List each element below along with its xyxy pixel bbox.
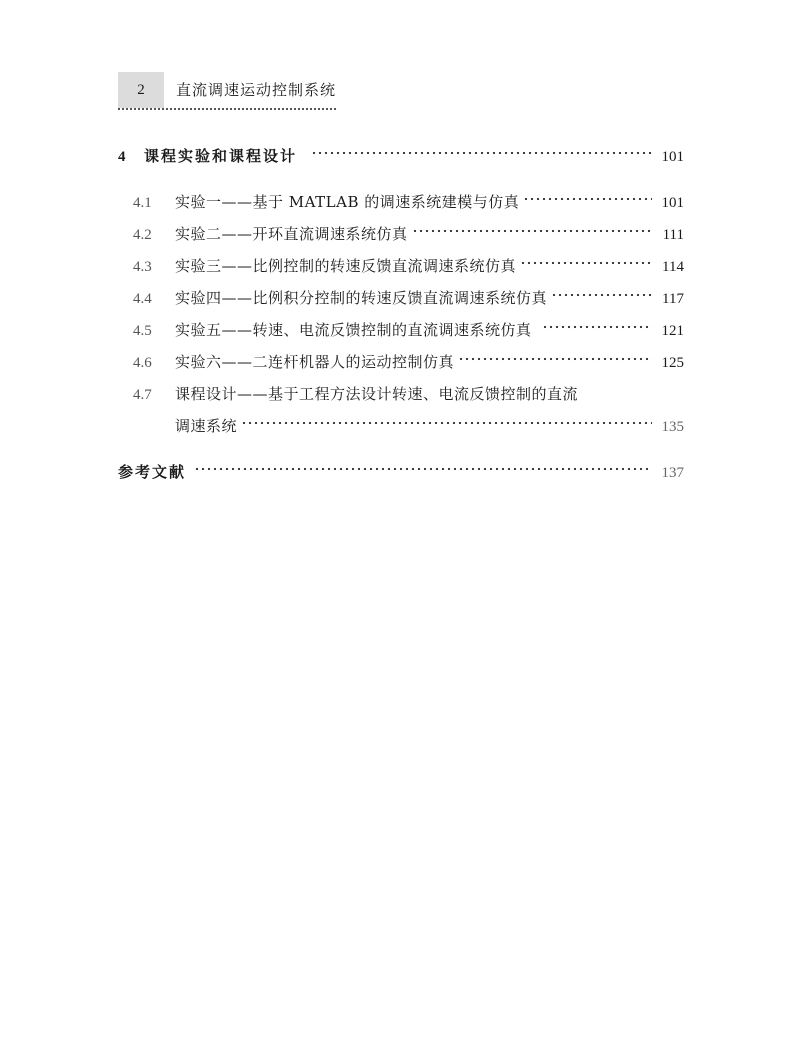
references-title: 参考文献: [118, 463, 187, 481]
section-page: 111: [662, 227, 684, 243]
chapter-title: 课程实验和课程设计: [144, 147, 298, 165]
section-title: 实验五——转速、电流反馈控制的直流调速系统仿真: [175, 321, 532, 339]
section-page: 135: [661, 419, 684, 435]
references-page: 137: [661, 465, 684, 481]
toc-section-4-4[interactable]: [133, 286, 684, 310]
section-title: 实验一——基于 MATLAB 的调速系统建模与仿真: [175, 193, 520, 211]
chapter-number: 4: [118, 149, 126, 165]
section-page: 121: [661, 323, 684, 339]
page-number: 2: [118, 72, 164, 108]
dot-leader: [311, 151, 652, 155]
section-number: 4.4: [133, 291, 152, 307]
dot-leader: [241, 421, 652, 425]
toc-section-4-2[interactable]: [133, 222, 684, 246]
section-number: 4.1: [133, 195, 152, 211]
dot-leader: [412, 229, 652, 233]
dot-leader: [520, 261, 652, 265]
toc-references[interactable]: [118, 460, 684, 484]
section-title-line-2: 调速系统: [175, 417, 238, 435]
dot-leader: [542, 325, 652, 329]
section-title: 实验四——比例积分控制的转速反馈直流调速系统仿真: [175, 289, 548, 307]
section-number: 4.2: [133, 227, 152, 243]
section-page: 101: [661, 195, 684, 211]
toc-section-4-7-continued[interactable]: [175, 414, 684, 438]
toc-section-4-6[interactable]: [133, 350, 684, 374]
section-title-line-1: 课程设计——基于工程方法设计转速、电流反馈控制的直流: [175, 385, 579, 403]
dot-leader: [458, 357, 652, 361]
toc-section-4-7[interactable]: [133, 382, 684, 406]
toc-section-4-1[interactable]: [133, 190, 684, 214]
dot-leader: [523, 197, 652, 201]
running-title: 直流调速运动控制系统: [176, 81, 337, 99]
toc-section-4-5[interactable]: [133, 318, 684, 342]
toc-section-4-3[interactable]: [133, 254, 684, 278]
section-number: 4.3: [133, 259, 152, 275]
section-number: 4.5: [133, 323, 152, 339]
chapter-page: 101: [661, 149, 684, 165]
dot-leader: [551, 293, 652, 297]
toc-chapter-4[interactable]: [118, 144, 684, 168]
section-page: 114: [662, 259, 684, 275]
section-page: 125: [661, 355, 684, 371]
section-number: 4.7: [133, 387, 152, 403]
section-page: 117: [662, 291, 684, 307]
section-title: 实验六——二连杆机器人的运动控制仿真: [175, 353, 455, 371]
section-title: 实验二——开环直流调速系统仿真: [175, 225, 408, 243]
section-number: 4.6: [133, 355, 152, 371]
section-title: 实验三——比例控制的转速反馈直流调速系统仿真: [175, 257, 517, 275]
dot-leader: [194, 467, 652, 471]
